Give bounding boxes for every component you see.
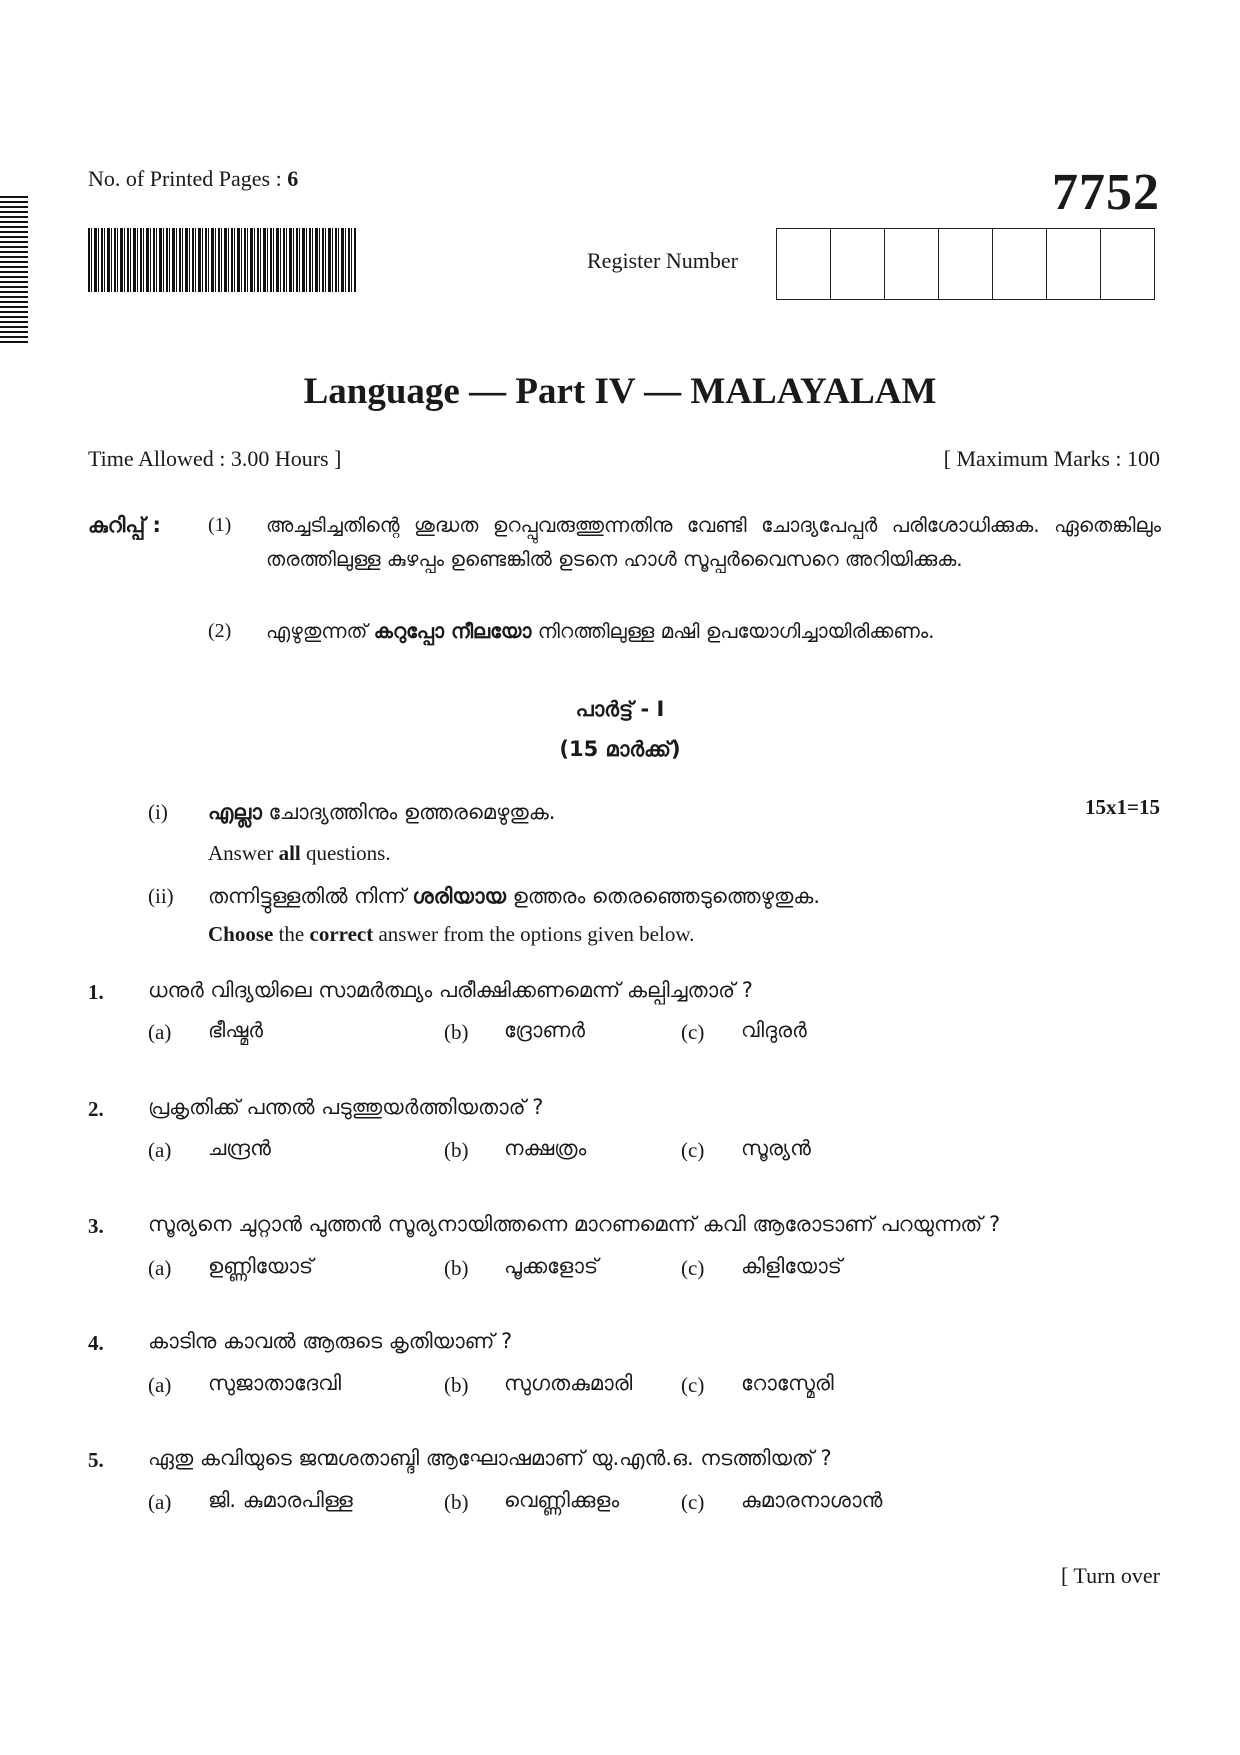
option-text: വിദുരർ	[741, 1018, 807, 1042]
part-heading: പാർട്ട് - I	[575, 697, 665, 721]
option-label: (c)	[681, 1256, 705, 1280]
register-number-boxes	[776, 228, 1155, 300]
option-text: സുഗതകുമാരി	[504, 1371, 633, 1395]
option-text: സൂര്യൻ	[741, 1136, 811, 1160]
note-2-text	[266, 614, 1161, 648]
option-label: (b)	[444, 1373, 469, 1397]
note-2-number: (2)	[208, 620, 232, 642]
note-2-bold: കറുപ്പോ നീലയോ	[373, 619, 532, 643]
barcode	[88, 228, 356, 292]
instruction-ii-en-bold-1: Choose	[208, 922, 274, 946]
option-text: ഉണ്ണിയോട്	[208, 1254, 314, 1278]
option-label: (a)	[148, 1256, 172, 1280]
option-text: നക്ഷത്രം	[504, 1136, 587, 1160]
note-1-number: (1)	[208, 514, 232, 536]
instruction-i-rest: ചോദ്യത്തിനും ഉത്തരമെഴുതുക.	[261, 800, 556, 824]
instruction-ii-english	[208, 917, 694, 951]
register-box[interactable]	[939, 229, 993, 299]
note-1-text: അച്ചടിച്ചതിന്റെ ശുദ്ധത ഉറപ്പുവരുത്തുന്നതിനു വേണ്ടി ചോദ്യപേപ്പർ പരിശോധിക്കുക. ഏതെങ്കിലും തരത്തിലുള്ള കുഴപ്പം ഉണ്ടെങ്കിൽ ഉടനെ ഹാൾ സൂപ്പർവൈസറെ അറിയിക്കുക.	[266, 513, 1161, 571]
question-text: പ്രകൃതിക്ക് പന്തൽ പടുത്തുയർത്തിയതാര് ?	[148, 1095, 544, 1119]
register-box[interactable]	[831, 229, 885, 299]
option-label: (a)	[148, 1373, 172, 1397]
instruction-i-en-bold: all	[278, 841, 301, 865]
question-text: സൂര്യനെ ചുറ്റാൻ പുത്തൻ സൂര്യനായിത്തന്നെ മാറണമെന്ന് കവി ആരോടാണ് പറയുന്നത് ?	[148, 1212, 1001, 1236]
exam-title: Language — Part IV — MALAYALAM	[303, 371, 937, 412]
printed-pages	[88, 166, 298, 192]
question-number: 4.	[88, 1331, 104, 1355]
part-marks: (15 മാർക്ക്)	[559, 737, 681, 761]
instruction-i-number: (i)	[148, 800, 168, 824]
question-number: 1.	[88, 980, 104, 1004]
option-text: കിളിയോട്	[741, 1254, 842, 1278]
register-box[interactable]	[993, 229, 1047, 299]
register-number-label: Register Number	[587, 248, 738, 273]
option-label: (b)	[444, 1490, 469, 1514]
printed-pages-label: No. of Printed Pages :	[88, 166, 282, 191]
instruction-ii-en-mid-2: answer from the options given below.	[373, 922, 695, 946]
option-text: ഭീഷ്മർ	[208, 1018, 263, 1042]
instruction-ii-malayalam	[208, 879, 820, 913]
register-box[interactable]	[1047, 229, 1101, 299]
option-label: (b)	[444, 1138, 469, 1162]
question-number: 5.	[88, 1448, 104, 1472]
question-text: ധനുർ വിദ്യയിലെ സാമർത്ഥ്യം പരീക്ഷിക്കണമെന്ന് കല്പിച്ചതാര് ?	[148, 978, 753, 1002]
option-text: കുമാരനാശാൻ	[741, 1488, 883, 1512]
instruction-ii-bold: ശരിയായ	[412, 884, 506, 908]
option-label: (c)	[681, 1138, 705, 1162]
question-text: കാടിനു കാവൽ ആരുടെ കൃതിയാണ് ?	[148, 1329, 513, 1353]
register-box[interactable]	[885, 229, 939, 299]
option-label: (c)	[681, 1490, 705, 1514]
question-number: 2.	[88, 1097, 104, 1121]
edge-barcode	[0, 196, 28, 346]
instruction-i-en-post: questions.	[300, 841, 391, 865]
option-label: (b)	[444, 1020, 469, 1044]
option-label: (a)	[148, 1490, 172, 1514]
register-box[interactable]	[777, 229, 831, 299]
option-text: റോസ്മേരി	[741, 1371, 834, 1395]
instruction-ii-en-mid-1: the	[273, 922, 310, 946]
instruction-i-malayalam	[208, 795, 555, 829]
option-label: (c)	[681, 1373, 705, 1397]
time-allowed: Time Allowed : 3.00 Hours ]	[88, 446, 342, 471]
instruction-ii-post: ഉത്തരം തെരഞ്ഞെടുത്തെഴുതുക.	[505, 884, 820, 908]
option-text: ചന്ദ്രൻ	[208, 1136, 271, 1160]
instruction-ii-en-bold-2: correct	[309, 922, 374, 946]
turn-over: [ Turn over	[1060, 1563, 1160, 1588]
instruction-i-bold: എല്ലാ	[208, 800, 262, 824]
paper-code: 7752	[1052, 164, 1160, 221]
option-label: (a)	[148, 1020, 172, 1044]
register-box[interactable]	[1101, 229, 1154, 299]
marks-formula: 15x1=15	[1085, 795, 1160, 819]
instruction-ii-pre: തന്നിട്ടുള്ളതിൽ നിന്ന്	[208, 884, 413, 908]
option-label: (c)	[681, 1020, 705, 1044]
maximum-marks: [ Maximum Marks : 100	[943, 446, 1160, 471]
option-text: സുജാതാദേവി	[208, 1371, 342, 1395]
note-2-post: നിറത്തിലുള്ള മഷി ഉപയോഗിച്ചായിരിക്കണം.	[531, 619, 935, 643]
instruction-ii-number: (ii)	[148, 884, 174, 908]
option-text: ജി. കുമാരപിള്ള	[208, 1488, 353, 1512]
option-label: (b)	[444, 1256, 469, 1280]
note-label: കുറിപ്പ് :	[88, 513, 161, 537]
question-number: 3.	[88, 1214, 104, 1238]
instruction-i-en-pre: Answer	[208, 841, 279, 865]
printed-pages-value: 6	[287, 166, 299, 191]
option-label: (a)	[148, 1138, 172, 1162]
option-text: പൂക്കളോട്	[504, 1254, 599, 1278]
note-2-pre: എഴുതുന്നത്	[266, 619, 374, 643]
question-text: ഏതു കവിയുടെ ജന്മശതാബ്ദി ആഘോഷമാണ് യു.എൻ.ഒ. നടത്തിയത് ?	[148, 1446, 832, 1470]
option-text: വെണ്ണിക്കുളം	[504, 1488, 620, 1512]
option-text: ദ്രോണർ	[504, 1018, 585, 1042]
instruction-i-english	[208, 836, 391, 870]
